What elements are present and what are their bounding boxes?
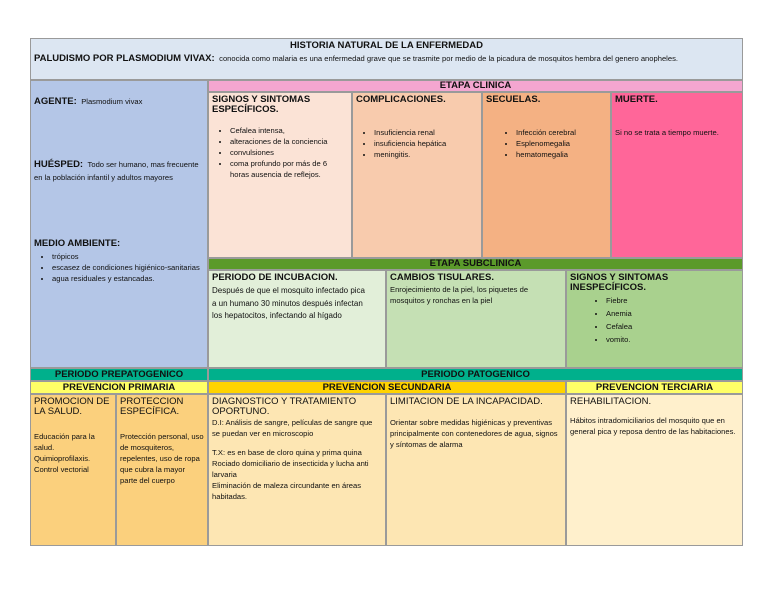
list-item: • insuficiencia hepática [374,138,478,149]
periodo-patogenico-band: PERIODO PATOGENICO [208,368,743,381]
list-item: • Cefalea intensa, [230,125,348,136]
proteccion-box [116,394,208,546]
cambios-box [386,270,566,368]
limitacion-title: LIMITACION DE LA INCAPACIDAD. [390,396,543,407]
list-item: • meningitis. [374,149,478,160]
limitacion-box [386,394,566,546]
diagnostico-title: DIAGNOSTICO Y TRATAMIENTO OPORTUNO. [212,396,357,417]
muerte-box [611,92,743,258]
agente-label: AGENTE: [34,96,77,107]
proteccion-title: PROTECCION ESPECÍFICA. [120,396,184,417]
medio-list [34,251,204,284]
promocion-text: Educación para la salud. Quimioprofilaxis. Control vectorial [34,432,95,474]
incubacion-title: PERIODO DE INCUBACION. [212,272,338,283]
disease-name: PALUDISMO POR PLASMODIUM VIVAX: [34,53,215,64]
signos-especificos-box [208,92,352,258]
promocion-box [30,394,116,546]
list-item: • convulsiones [230,147,348,158]
list-item: • Anemia [606,307,739,320]
complicaciones-list [356,127,478,160]
prevencion-primaria-band: PREVENCION PRIMARIA [30,381,208,394]
rehabilitacion-box [566,394,743,546]
cambios-title: CAMBIOS TISULARES. [390,272,494,283]
list-item: • escasez de condiciones higiénico-sanitarias [52,262,204,273]
document-title: HISTORIA NATURAL DE LA ENFERMEDAD [290,40,483,51]
limitacion-text: Orientar sobre medidas higiénicas y preventivas principalmente con contenedores de agua, signos y síntomas de alarma [390,418,558,449]
diagnostico-dx: D.I: Análisis de sangre, películas de sangre que se puedan ver en microscopio [212,418,373,438]
agente-value: Plasmodium vivax [81,97,143,106]
etapa-subclinica-band: ETAPA SUBCLINICA [208,258,743,270]
promocion-title: PROMOCION DE LA SALUD. [34,396,110,417]
rehabilitacion-title: REHABILITACION. [570,396,652,407]
rehabilitacion-text: Hábitos intradomiciliarios del mosquito que en general pica y reposa dentro de las habitaciones. [570,416,736,436]
list-item: • hematomegalia [516,149,607,160]
prevencion-secundaria-band: PREVENCION SECUNDARIA [208,381,566,394]
etapa-clinica-band: ETAPA CLINICA [208,80,743,92]
incubacion-box [208,270,386,368]
secuelas-title: SECUELAS. [486,94,541,105]
list-item: • Insuficiencia renal [374,127,478,138]
disease-description: conocida como malaria es una enfermedad grave que se trasmite por medio de la picadura de mosquitos hembra del genero anopheles. [219,54,678,63]
inespecificos-box [566,270,743,368]
huesped-value: Todo ser humano, mas frecuente en la población infantil y adultos mayores [34,160,199,182]
diagnostico-tx: T.X: es en base de cloro quina y prima quina [212,448,362,457]
prevencion-terciaria-band: PREVENCION TERCIARIA [566,381,743,394]
cambios-text: Enrojecimiento de la piel, los piquetes de mosquitos y ronchas en la piel [390,285,529,305]
list-item: • agua residuales y estancadas. [52,273,204,284]
diagnostico-box [208,394,386,546]
list-item: • Esplenomegalia [516,138,607,149]
muerte-text: Si no se trata a tiempo muerte. [615,128,719,137]
secuelas-box [482,92,611,258]
periodo-prepatogenico-band: PERIODO PREPATOGENICO [30,368,208,381]
muerte-title: MUERTE. [615,94,658,105]
inespecificos-list [570,294,739,346]
signos-title: SIGNOS Y SINTOMAS ESPECÍFICOS. [212,94,311,115]
pre-pathogenic-panel [30,80,208,368]
list-item: • vomito. [606,333,739,346]
inespecificos-title: SIGNOS Y SINTOMAS INESPECÍFICOS. [570,272,669,293]
list-item: • Fiebre [606,294,739,307]
incubacion-text: Después de que el mosquito infectado pica a un humano 30 minutos después infectan los hepatocitos, infectando al hígado [212,286,365,320]
huesped-label: HUÉSPED: [34,159,84,170]
list-item: • Infección cerebral [516,127,607,138]
complicaciones-box [352,92,482,258]
secuelas-list [486,127,607,160]
diagnostico-extra: Rociado domiciliario de insecticida y lucha anti larvaria [212,459,369,479]
list-item: • Cefalea [606,320,739,333]
diagnostico-extra2: Eliminación de maleza circundante en áreas habitadas. [212,481,362,501]
proteccion-text: Protección personal, uso de mosquiteros, repelentes, uso de ropa que cubra la mayor parte del cuerpo [120,432,204,485]
signos-list [212,125,348,180]
list-item: • coma profundo por más de 6 horas ausencia de reflejos. [230,158,348,180]
list-item: • trópicos [52,251,204,262]
medio-label: MEDIO AMBIENTE: [34,238,121,249]
list-item: • alteraciones de la conciencia [230,136,348,147]
complicaciones-title: COMPLICACIONES. [356,94,446,105]
header-box [30,38,743,80]
